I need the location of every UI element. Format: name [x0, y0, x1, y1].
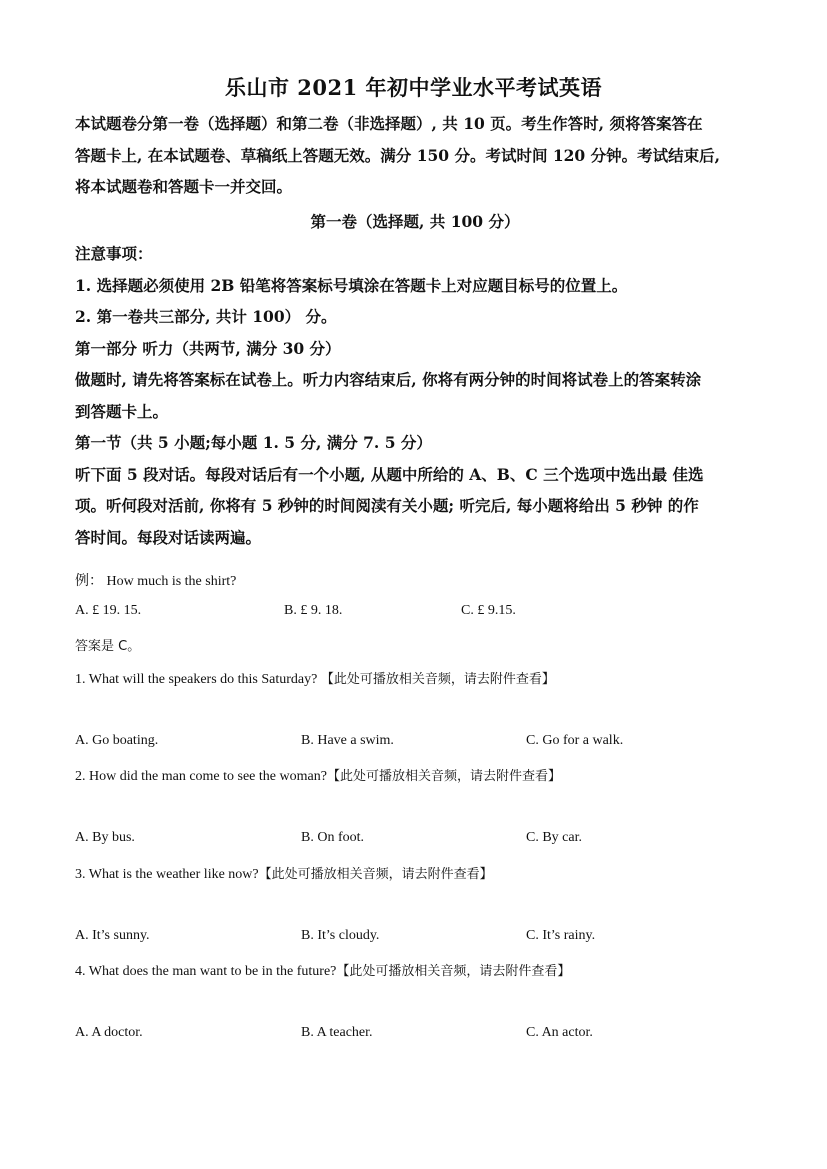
intro-paragraph [75, 108, 755, 203]
q3-option-a: A. It’s sunny. [75, 928, 150, 943]
question-text: 1. What will the speakers do this Saturday? [75, 672, 318, 687]
intro-line: 本试题卷分第一卷（选择题）和第二卷（非选择题）, 共 10 页。考生作答时, 须将答案答在 [75, 114, 703, 133]
example-answer-text: 答案是 C。 [75, 639, 141, 654]
section-instruction: 答时间。每段对话读两遍。 [75, 527, 262, 547]
notes-section [75, 238, 755, 553]
q4-option-c: C. An actor. [526, 1025, 593, 1040]
part-instruction: 做题时, 请先将答案标在试卷上。听力内容结束后, 你将有两分钟的时间将试卷上的答案转涂 [75, 370, 702, 389]
question-2 [75, 765, 561, 785]
q2-option-c: C. By car. [526, 830, 582, 845]
notes-heading: 注意事项： [75, 244, 153, 263]
exam-title: 乐山市 2021 年初中学业水平考试英语 [224, 75, 603, 100]
q3-option-c: C. It’s rainy. [526, 928, 596, 943]
example-question-text: 例： How much is the shirt? [75, 574, 237, 589]
audio-note[interactable]: 【此处可播放相关音频，请去附件查看】 [326, 769, 561, 784]
part-instruction: 到答题卡上。 [75, 401, 169, 421]
intro-line: 答题卡上, 在本试题卷、草稿纸上答题无效。满分 150 分。考试时间 120 分钟。考试结束后, [75, 145, 720, 165]
note-item: 2. 第一卷共三部分, 共计 100） 分。 [75, 307, 337, 326]
audio-note[interactable]: 【此处可播放相关音频，请去附件查看】 [336, 964, 571, 979]
intro-line: 将本试题卷和答题卡一并交回。 [75, 177, 293, 196]
example-option-c: C. £ 9.15. [461, 603, 516, 618]
example-option-a: A. £ 19. 15. [75, 603, 142, 618]
part-heading: 第一部分 听力（共两节, 满分 30 分） [75, 338, 341, 358]
volume-title-text: 第一卷（选择题, 共 100 分） [310, 212, 520, 231]
question-text: 2. How did the man come to see the woman? [75, 769, 327, 784]
audio-note[interactable]: 【此处可播放相关音频，请去附件查看】 [320, 672, 555, 687]
q1-option-c: C. Go for a walk. [526, 733, 624, 748]
q4-option-a: A. A doctor. [75, 1025, 143, 1040]
example-question [75, 570, 236, 590]
audio-note[interactable]: 【此处可播放相关音频，请去附件查看】 [258, 867, 493, 882]
question-1 [75, 668, 555, 688]
volume-title [75, 206, 755, 238]
question-text: 4. What does the man want to be in the future? [75, 964, 337, 979]
q1-option-b: B. Have a swim. [301, 733, 394, 748]
question-text: 3. What is the weather like now? [75, 867, 259, 882]
q4-option-b: B. A teacher. [301, 1025, 373, 1040]
question-4 [75, 960, 570, 980]
q1-option-a: A. Go boating. [75, 733, 159, 748]
note-item: 1. 选择题必须使用 2B 铅笔将答案标号填涂在答题卡上对应题目标号的位置上。 [75, 275, 628, 295]
section-instruction: 听下面 5 段对话。每段对话后有一个小题, 从题中所给的 A、B、C 三个选项中选出最 佳选 [75, 464, 704, 484]
q3-option-b: B. It’s cloudy. [301, 928, 380, 943]
section-heading: 第一节（共 5 小题;每小题 1. 5 分, 满分 7. 5 分） [75, 433, 432, 452]
example-answer [75, 635, 140, 655]
q2-option-b: B. On foot. [301, 830, 364, 845]
q2-option-a: A. By bus. [75, 830, 135, 845]
question-3 [75, 863, 493, 883]
section-instruction: 项。听何段对活前, 你将有 5 秒钟的时间阅渎有关小题; 听完后, 每小题将给出 5 秒钟 的作 [75, 496, 699, 515]
example-option-b: B. £ 9. 18. [284, 603, 343, 618]
